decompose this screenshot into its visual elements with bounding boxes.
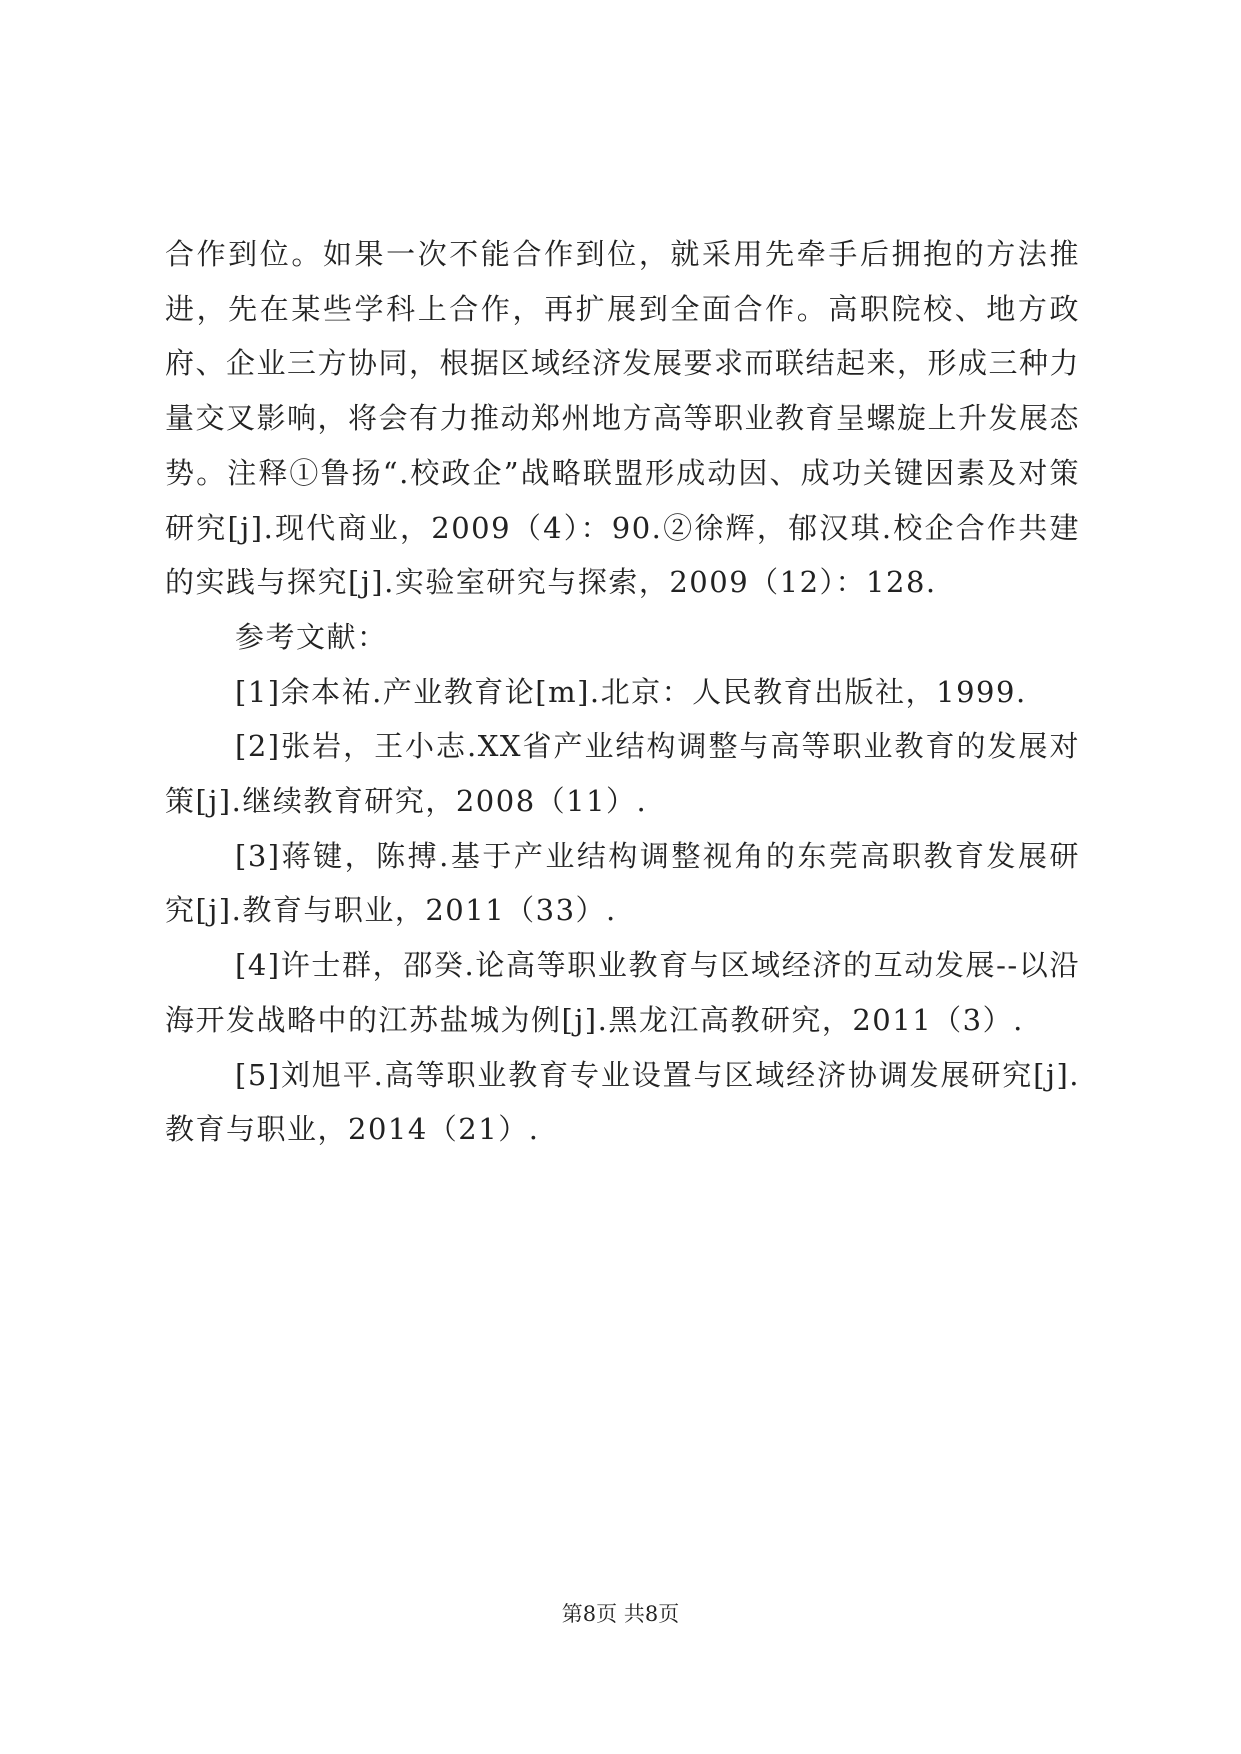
reference-item-3: [3]蒋键，陈搏.基于产业结构调整视角的东莞高职教育发展研究[j].教育与职业，2011（33）.: [165, 838, 1080, 928]
references-heading: 参考文献：: [235, 619, 388, 654]
body-paragraph: 合作到位。如果一次不能合作到位，就采用先牵手后拥抱的方法推进，先在某些学科上合作，再扩展到全面合作。高职院校、地方政府、企业三方协同，根据区域经济发展要求而联结起来，形成三种力量交叉影响，将会有力推动郑州地方高等职业教育呈螺旋上升发展态势。注释①鲁扬“.校政企”战略联盟形成动因、成功关键因素及对策研究[j].现代商业，2009（4）：90.②徐辉，郁汉琪.校企合作共建的实践与探究[j].实验室研究与探索，2009（12）：128.: [165, 237, 1081, 600]
page-footer: 第8页 共8页: [561, 1602, 680, 1626]
reference-item-2: [2]张岩，王小志.XX省产业结构调整与高等职业教育的发展对策[j].继续教育研究，2008（11）.: [165, 729, 1080, 819]
reference-item-5: [5]刘旭平.高等职业教育专业设置与区域经济协调发展研究[j].教育与职业，2014（21）.: [165, 1057, 1080, 1147]
reference-item-4: [4]许士群，邵癸.论高等职业教育与区域经济的互动发展--以沿海开发战略中的江苏盐城为例[j].黑龙江高教研究，2011（3）.: [165, 948, 1080, 1037]
reference-item-1: [1]余本祐.产业教育论[m].北京：人民教育出版社，1999.: [235, 674, 1027, 709]
document-body: [165, 227, 1080, 1157]
